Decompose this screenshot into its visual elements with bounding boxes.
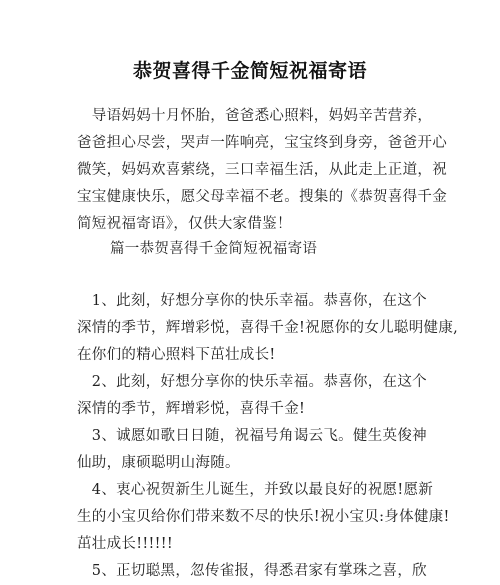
document-title: 恭贺喜得千金简短祝福寄语 — [132, 60, 367, 82]
wish-line: 4、衷心祝贺新生儿诞生，并致以最良好的祝愿!愿新 — [77, 482, 434, 498]
wish-line: 生的小宝贝给你们带来数不尽的快乐!祝小宝贝:身体健康! — [77, 509, 450, 525]
wish-line: 深情的季节，辉增彩悦，喜得千金! — [77, 401, 306, 417]
intro-line: 微笑，妈妈欢喜萦绕，三口幸福生活，从此走上正道，祝 — [77, 162, 447, 178]
wish-line: 在你们的精心照料下茁壮成长! — [77, 347, 276, 363]
wish-line: 仙助，康硕聪明山海随。 — [77, 455, 240, 471]
intro-line: 爸爸担心尽尝，哭声一阵响亮，宝宝终到身旁，爸爸开心 — [77, 135, 447, 151]
intro-line: 简短祝福寄语》，仅供大家借鉴！ — [77, 216, 292, 232]
wish-line: 茁壮成长!!!!!! — [77, 536, 173, 552]
wish-line: 2、此刻，好想分享你的快乐幸福。恭喜你，在这个 — [77, 374, 427, 390]
wish-line: 5、正切聪黑，忽传雀报，得悉君家有掌珠之喜，欣 — [77, 563, 427, 579]
intro-line: 宝宝健康快乐，愿父母幸福不老。搜集的《恭贺喜得千金 — [77, 189, 447, 205]
intro-paragraph — [77, 103, 447, 238]
intro-line: 导语妈妈十月怀胎，爸爸悉心照料，妈妈辛苦营养， — [77, 108, 433, 124]
wish-line: 1、此刻，好想分享你的快乐幸福。恭喜你，在这个 — [77, 293, 427, 309]
wishes-list — [77, 288, 459, 585]
section-subtitle: 篇一恭贺喜得千金简短祝福寄语 — [110, 241, 318, 257]
wish-line: 深情的季节，辉增彩悦，喜得千金!祝愿你的女儿聪明健康, — [77, 320, 459, 336]
wish-line: 3、诚愿如歌日日随，祝福号角谒云飞。健生英俊神 — [77, 428, 427, 444]
